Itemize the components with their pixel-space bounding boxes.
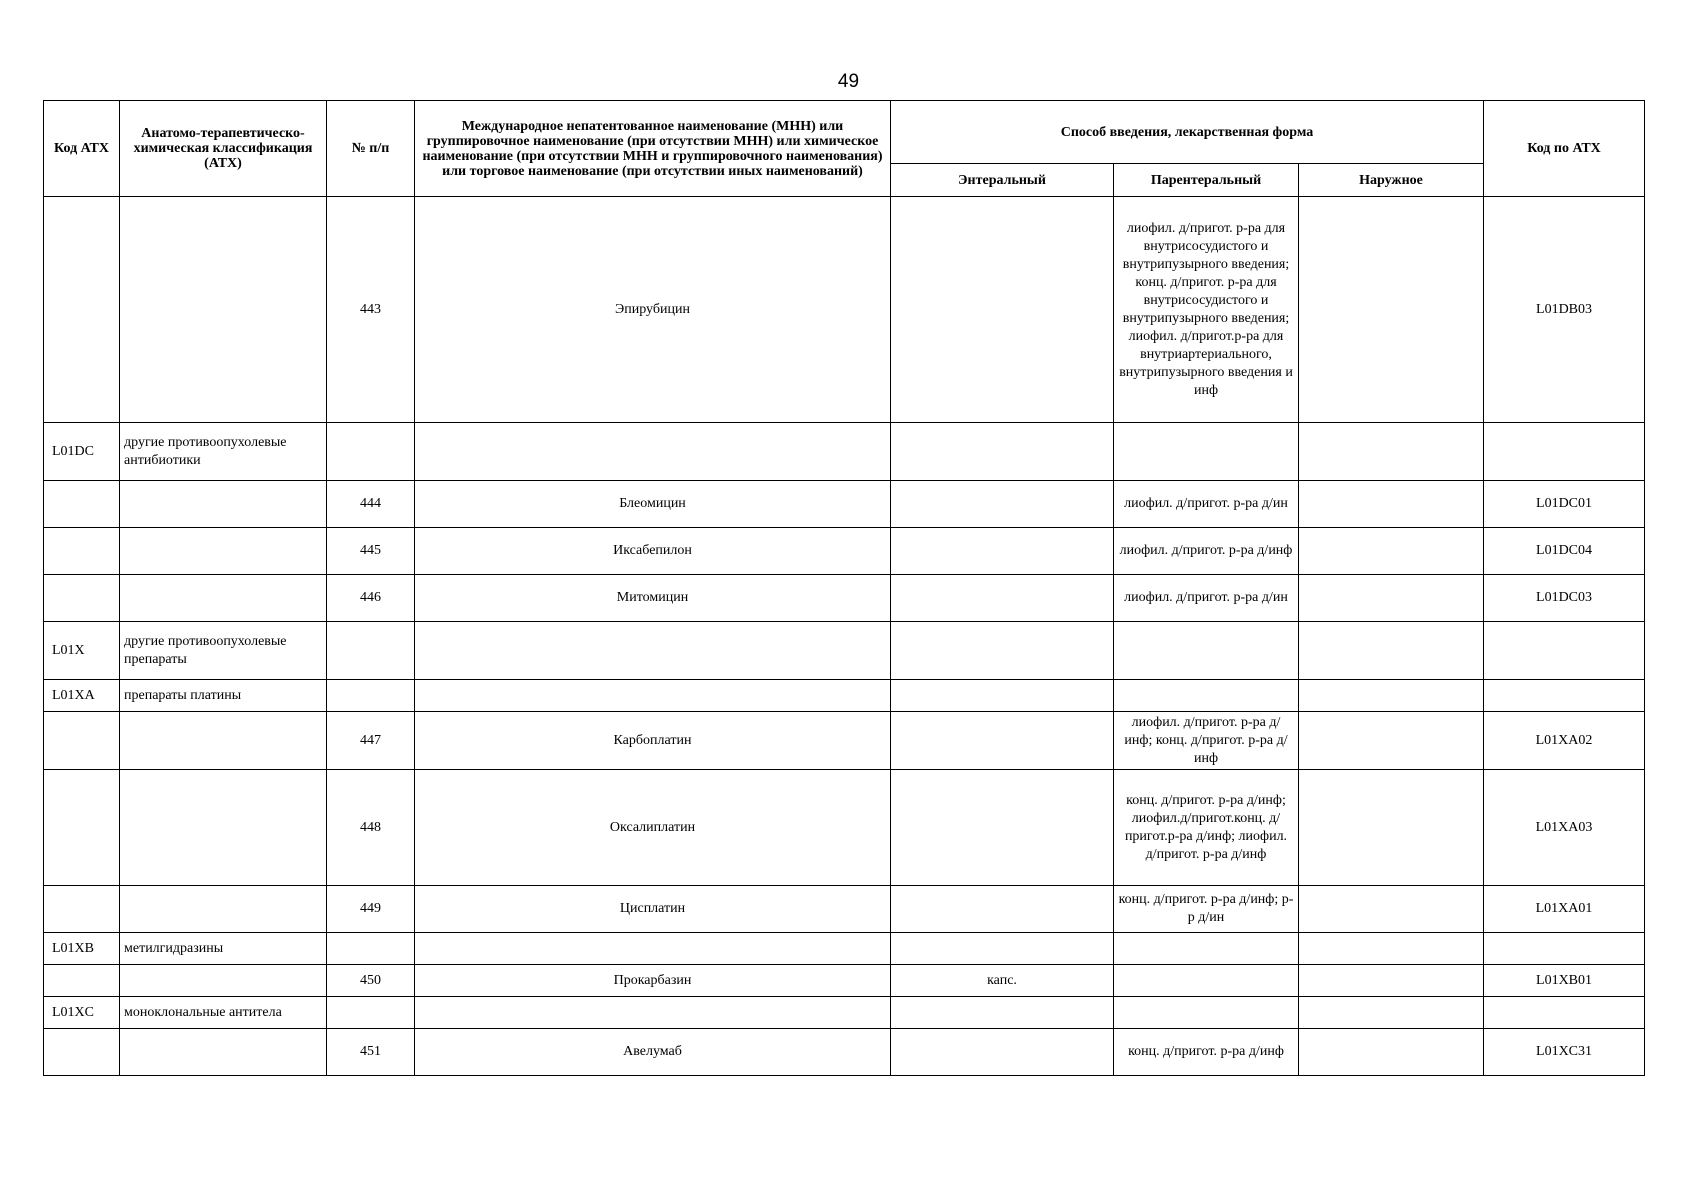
cell-num: 449 [327,886,415,933]
cell-atc-code: L01XC [44,997,120,1029]
cell-external [1299,575,1484,622]
cell-external [1299,481,1484,528]
table-body [44,197,1645,1076]
drug-row [44,528,1645,575]
cell-parenteral: лиофил. д/пригот. р-ра д/ин [1114,575,1299,622]
header-name: Международное непатентованное наименование (МНН) или группировочное наименование (при отсутствии МНН) или химическое наименование (при отсутствии МНН и группировочного наименования) или торговое наименование (при отсутствии иных наименований) [415,101,891,197]
group-row [44,680,1645,712]
cell-classification [120,770,327,886]
cell-atc-ref: L01DC01 [1484,481,1645,528]
cell-enteral: капс. [891,965,1114,997]
cell-atc-code [44,197,120,423]
cell-atc-ref: L01XA02 [1484,712,1645,770]
cell-enteral [891,1029,1114,1076]
cell-external [1299,680,1484,712]
cell-external [1299,886,1484,933]
cell-atc-ref: L01XA03 [1484,770,1645,886]
cell-external [1299,423,1484,481]
cell-enteral [891,575,1114,622]
cell-atc-code: L01XB [44,933,120,965]
cell-drug-name [415,933,891,965]
cell-drug-name [415,423,891,481]
cell-num [327,933,415,965]
cell-drug-name [415,997,891,1029]
cell-classification: моноклональные антитела [120,997,327,1029]
cell-classification [120,528,327,575]
cell-parenteral [1114,965,1299,997]
group-row [44,622,1645,680]
cell-enteral [891,933,1114,965]
cell-drug-name: Прокарбазин [415,965,891,997]
drug-table [43,100,1645,1076]
cell-drug-name: Цисплатин [415,886,891,933]
cell-num: 447 [327,712,415,770]
drug-row [44,712,1645,770]
cell-external [1299,933,1484,965]
group-row [44,933,1645,965]
drug-row [44,965,1645,997]
cell-num: 451 [327,1029,415,1076]
cell-classification: другие противоопухолевые препараты [120,622,327,680]
cell-parenteral: лиофил. д/пригот. р-ра д/инф [1114,528,1299,575]
header-classification: Анатомо-терапевтическо-химическая классификация (АТХ) [120,101,327,197]
drug-row [44,886,1645,933]
drug-row [44,197,1645,423]
cell-atc-code: L01X [44,622,120,680]
cell-atc-ref: L01DC04 [1484,528,1645,575]
cell-enteral [891,997,1114,1029]
cell-num [327,622,415,680]
cell-enteral [891,770,1114,886]
cell-num [327,680,415,712]
cell-enteral [891,423,1114,481]
header-atc-code: Код АТХ [44,101,120,197]
cell-classification [120,197,327,423]
cell-atc-ref [1484,933,1645,965]
cell-atc-code [44,770,120,886]
cell-atc-code [44,481,120,528]
header-enteral: Энтеральный [891,164,1114,197]
cell-parenteral: конц. д/пригот. р-ра д/инф [1114,1029,1299,1076]
cell-num [327,423,415,481]
cell-atc-ref [1484,622,1645,680]
cell-enteral [891,886,1114,933]
cell-classification [120,965,327,997]
cell-atc-ref: L01DC03 [1484,575,1645,622]
cell-atc-code [44,712,120,770]
cell-external [1299,770,1484,886]
cell-external [1299,197,1484,423]
drug-row [44,481,1645,528]
cell-enteral [891,197,1114,423]
cell-external [1299,712,1484,770]
header-parenteral: Парентеральный [1114,164,1299,197]
cell-atc-ref [1484,680,1645,712]
cell-parenteral [1114,423,1299,481]
cell-drug-name: Авелумаб [415,1029,891,1076]
cell-atc-code [44,965,120,997]
cell-num [327,997,415,1029]
cell-atc-ref: L01XC31 [1484,1029,1645,1076]
cell-drug-name [415,622,891,680]
cell-num: 444 [327,481,415,528]
cell-atc-ref: L01DB03 [1484,197,1645,423]
cell-num: 448 [327,770,415,886]
cell-external [1299,965,1484,997]
cell-drug-name: Блеомицин [415,481,891,528]
cell-atc-code: L01DC [44,423,120,481]
cell-enteral [891,481,1114,528]
drug-row [44,1029,1645,1076]
cell-classification: метилгидразины [120,933,327,965]
cell-classification [120,886,327,933]
group-row [44,997,1645,1029]
cell-num: 446 [327,575,415,622]
cell-atc-ref [1484,997,1645,1029]
cell-classification [120,1029,327,1076]
cell-drug-name: Митомицин [415,575,891,622]
cell-parenteral [1114,933,1299,965]
header-num: № п/п [327,101,415,197]
cell-classification [120,575,327,622]
cell-enteral [891,680,1114,712]
group-row [44,423,1645,481]
cell-atc-ref [1484,423,1645,481]
header-atc-ref: Код по АТХ [1484,101,1645,197]
cell-parenteral [1114,997,1299,1029]
cell-parenteral: лиофил. д/пригот. р-ра д/инф; конц. д/пригот. р-ра д/инф [1114,712,1299,770]
header-external: Наружное [1299,164,1484,197]
cell-atc-code [44,1029,120,1076]
drug-row [44,770,1645,886]
cell-parenteral [1114,680,1299,712]
cell-parenteral: лиофил. д/пригот. р-ра для внутрисосудистого и внутрипузырного введения; конц. д/пригот. р-ра для внутрисосудистого и внутрипузырного введения; лиофил. д/пригот.р-ра для внутриартериального, внутрипузырного введения и инф [1114,197,1299,423]
cell-drug-name: Карбоплатин [415,712,891,770]
cell-num: 443 [327,197,415,423]
cell-enteral [891,528,1114,575]
drug-row [44,575,1645,622]
cell-parenteral [1114,622,1299,680]
cell-external [1299,1029,1484,1076]
cell-external [1299,997,1484,1029]
cell-atc-ref: L01XB01 [1484,965,1645,997]
cell-atc-code [44,575,120,622]
cell-num: 450 [327,965,415,997]
cell-external [1299,528,1484,575]
cell-classification: другие противоопухолевые антибиотики [120,423,327,481]
cell-drug-name: Иксабепилон [415,528,891,575]
cell-classification [120,712,327,770]
cell-atc-ref: L01XA01 [1484,886,1645,933]
cell-classification: препараты платины [120,680,327,712]
cell-atc-code [44,528,120,575]
cell-drug-name [415,680,891,712]
cell-parenteral: конц. д/пригот. р-ра д/инф; р-р д/ин [1114,886,1299,933]
page-number: 49 [837,71,860,92]
cell-drug-name: Оксалиплатин [415,770,891,886]
cell-drug-name: Эпирубицин [415,197,891,423]
header-row-top [44,101,1645,164]
cell-external [1299,622,1484,680]
cell-enteral [891,712,1114,770]
cell-classification [120,481,327,528]
cell-enteral [891,622,1114,680]
cell-num: 445 [327,528,415,575]
cell-atc-code [44,886,120,933]
cell-parenteral: конц. д/пригот. р-ра д/инф; лиофил.д/пригот.конц. д/пригот.р-ра д/инф; лиофил. д/пригот. р-ра д/инф [1114,770,1299,886]
header-route: Способ введения, лекарственная форма [891,101,1484,164]
cell-parenteral: лиофил. д/пригот. р-ра д/ин [1114,481,1299,528]
cell-atc-code: L01XA [44,680,120,712]
